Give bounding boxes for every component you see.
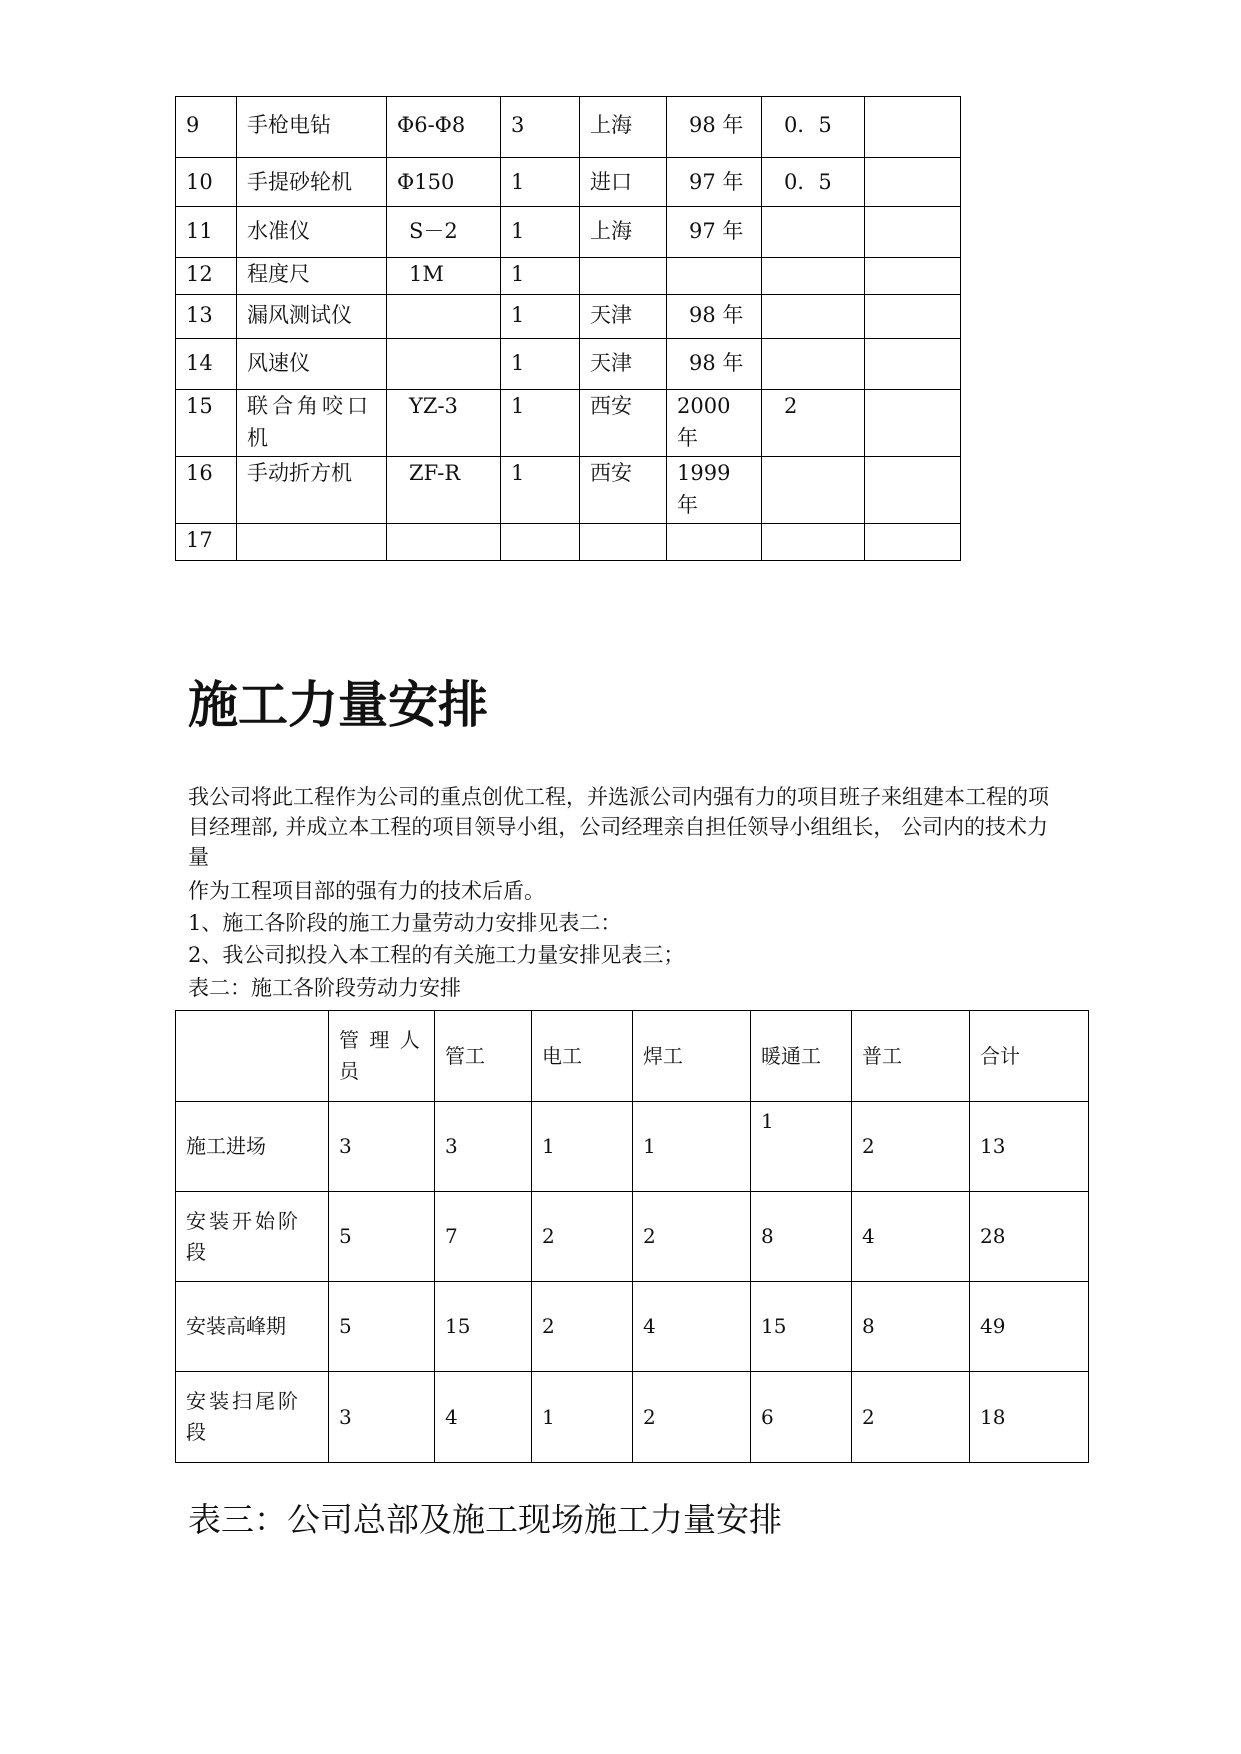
table-cell	[865, 158, 961, 207]
table-cell: 水准仪	[237, 207, 387, 258]
table-row	[176, 524, 961, 561]
table-row	[176, 1282, 1089, 1372]
intro-paragraph-continued: 作为工程项目部的强有力的技术后盾。	[188, 879, 545, 903]
table-cell	[762, 207, 865, 258]
table-row	[176, 390, 961, 457]
table-cell	[865, 97, 961, 158]
labor-table	[175, 1010, 1089, 1463]
table-cell: 联合角咬口机	[237, 390, 387, 457]
intro-paragraph: 我公司将此工程作为公司的重点创优工程，并选派公司内强有力的项目班子来组建本工程的项目经理部, 并成立本工程的项目领导小组，公司经理亲自担任领导小组组长， 公司内的技术力量	[188, 785, 1049, 869]
table-cell: 5	[329, 1282, 435, 1372]
table-cell: 漏风测试仪	[237, 295, 387, 339]
table-cell	[580, 258, 667, 295]
table-row	[176, 158, 961, 207]
table-cell: 15	[176, 390, 237, 457]
table-cell	[667, 524, 762, 561]
table-cell	[762, 457, 865, 524]
table-header-cell: 普工	[852, 1011, 970, 1102]
table-cell: 2	[852, 1102, 970, 1192]
table-cell: 18	[970, 1372, 1089, 1463]
table-header-cell: 合计	[970, 1011, 1089, 1102]
table-row	[176, 295, 961, 339]
table-cell: 手枪电钻	[237, 97, 387, 158]
table-cell: 1	[532, 1372, 633, 1463]
table-cell: 2000 年	[667, 390, 762, 457]
table-cell	[387, 524, 501, 561]
table-cell: 3	[435, 1102, 532, 1192]
table-cell: 10	[176, 158, 237, 207]
table-cell: 4	[852, 1192, 970, 1282]
table-cell: 安装高峰期	[176, 1282, 329, 1372]
table-cell	[762, 295, 865, 339]
table-row	[176, 457, 961, 524]
table-cell	[387, 339, 501, 390]
table-cell: 施工进场	[176, 1102, 329, 1192]
table-cell: 2	[532, 1282, 633, 1372]
table-cell: 3	[329, 1372, 435, 1463]
table-cell: 9	[176, 97, 237, 158]
table-cell: 14	[176, 339, 237, 390]
table-cell: 1M	[387, 258, 501, 295]
table-cell: 天津	[580, 295, 667, 339]
table-cell: 上海	[580, 207, 667, 258]
table-cell	[387, 295, 501, 339]
table-cell	[865, 339, 961, 390]
table-cell: 15	[751, 1282, 852, 1372]
section-title: 施工力量安排	[188, 676, 488, 734]
table-cell: ZF-R	[387, 457, 501, 524]
table-cell: 西安	[580, 390, 667, 457]
table-cell	[237, 524, 387, 561]
table-row	[176, 97, 961, 158]
table-cell	[865, 524, 961, 561]
table2-caption: 表二：施工各阶段劳动力安排	[188, 976, 461, 1000]
table-cell: 1	[501, 457, 580, 524]
table-cell: 2	[633, 1192, 751, 1282]
list-item-2: 2、我公司拟投入本工程的有关施工力量安排见表三；	[188, 943, 685, 967]
table-cell: 2	[762, 390, 865, 457]
table-cell: 28	[970, 1192, 1089, 1282]
table-cell	[865, 390, 961, 457]
table-cell: S－2	[387, 207, 501, 258]
table-cell: 16	[176, 457, 237, 524]
table-cell: 1	[501, 339, 580, 390]
table-cell: 98 年	[667, 295, 762, 339]
table-cell: 6	[751, 1372, 852, 1463]
table-cell: Φ150	[387, 158, 501, 207]
table-cell: 手动折方机	[237, 457, 387, 524]
table-cell: 0．5	[762, 97, 865, 158]
equipment-table	[175, 96, 961, 561]
table-cell: 4	[633, 1282, 751, 1372]
table-cell: 4	[435, 1372, 532, 1463]
table-cell: 安装开始阶段	[176, 1192, 329, 1282]
table-cell: 1	[751, 1102, 852, 1192]
table-cell	[865, 295, 961, 339]
table-cell: 13	[970, 1102, 1089, 1192]
table-cell: YZ-3	[387, 390, 501, 457]
table-cell: 2	[633, 1372, 751, 1463]
table-row	[176, 1102, 1089, 1192]
table-cell: 8	[751, 1192, 852, 1282]
table-cell: 1	[501, 207, 580, 258]
table-cell: 1	[501, 158, 580, 207]
table-header-cell: 电工	[532, 1011, 633, 1102]
table-row	[176, 339, 961, 390]
table-cell: 2	[852, 1372, 970, 1463]
table-cell	[762, 339, 865, 390]
table-cell: 7	[435, 1192, 532, 1282]
table-cell: 15	[435, 1282, 532, 1372]
table-cell	[762, 258, 865, 295]
table-cell: 2	[532, 1192, 633, 1282]
table-cell: 97 年	[667, 158, 762, 207]
table-cell	[667, 258, 762, 295]
table-header-cell	[176, 1011, 329, 1102]
table-row	[176, 1372, 1089, 1463]
table-cell: 手提砂轮机	[237, 158, 387, 207]
table-header-cell: 管工	[435, 1011, 532, 1102]
table-cell	[580, 524, 667, 561]
table-cell: 1	[501, 258, 580, 295]
list-item-1: 1、施工各阶段的施工力量劳动力安排见表二：	[188, 911, 622, 935]
table-header-cell: 焊工	[633, 1011, 751, 1102]
table-cell	[865, 258, 961, 295]
table-cell: 11	[176, 207, 237, 258]
table-cell	[865, 207, 961, 258]
table-cell: 98 年	[667, 339, 762, 390]
table-header-row	[176, 1011, 1089, 1102]
table-cell: 3	[501, 97, 580, 158]
table-cell: 程度尺	[237, 258, 387, 295]
table-cell: Φ6-Φ8	[387, 97, 501, 158]
table-cell: 8	[852, 1282, 970, 1372]
table-cell	[762, 524, 865, 561]
table-cell: 1	[501, 390, 580, 457]
table-cell: 天津	[580, 339, 667, 390]
table-cell: 98 年	[667, 97, 762, 158]
table-cell: 安装扫尾阶段	[176, 1372, 329, 1463]
table-row	[176, 258, 961, 295]
table-cell: 0．5	[762, 158, 865, 207]
table-row	[176, 1192, 1089, 1282]
table-cell: 1	[633, 1102, 751, 1192]
table-cell: 12	[176, 258, 237, 295]
table-cell: 13	[176, 295, 237, 339]
table3-caption: 表三：公司总部及施工现场施工力量安排	[188, 1500, 782, 1539]
table-row	[176, 207, 961, 258]
table-header-cell: 暖通工	[751, 1011, 852, 1102]
table-cell: 上海	[580, 97, 667, 158]
table-cell: 1999 年	[667, 457, 762, 524]
table-cell: 3	[329, 1102, 435, 1192]
table-cell: 97 年	[667, 207, 762, 258]
table-cell: 1	[532, 1102, 633, 1192]
table-cell: 进口	[580, 158, 667, 207]
table-cell: 风速仪	[237, 339, 387, 390]
table-cell: 5	[329, 1192, 435, 1282]
table-cell: 1	[501, 295, 580, 339]
table-cell: 西安	[580, 457, 667, 524]
table-cell	[501, 524, 580, 561]
table-cell: 49	[970, 1282, 1089, 1372]
table-cell: 17	[176, 524, 237, 561]
table-cell	[865, 457, 961, 524]
table-header-cell: 管 理 人员	[329, 1011, 435, 1102]
